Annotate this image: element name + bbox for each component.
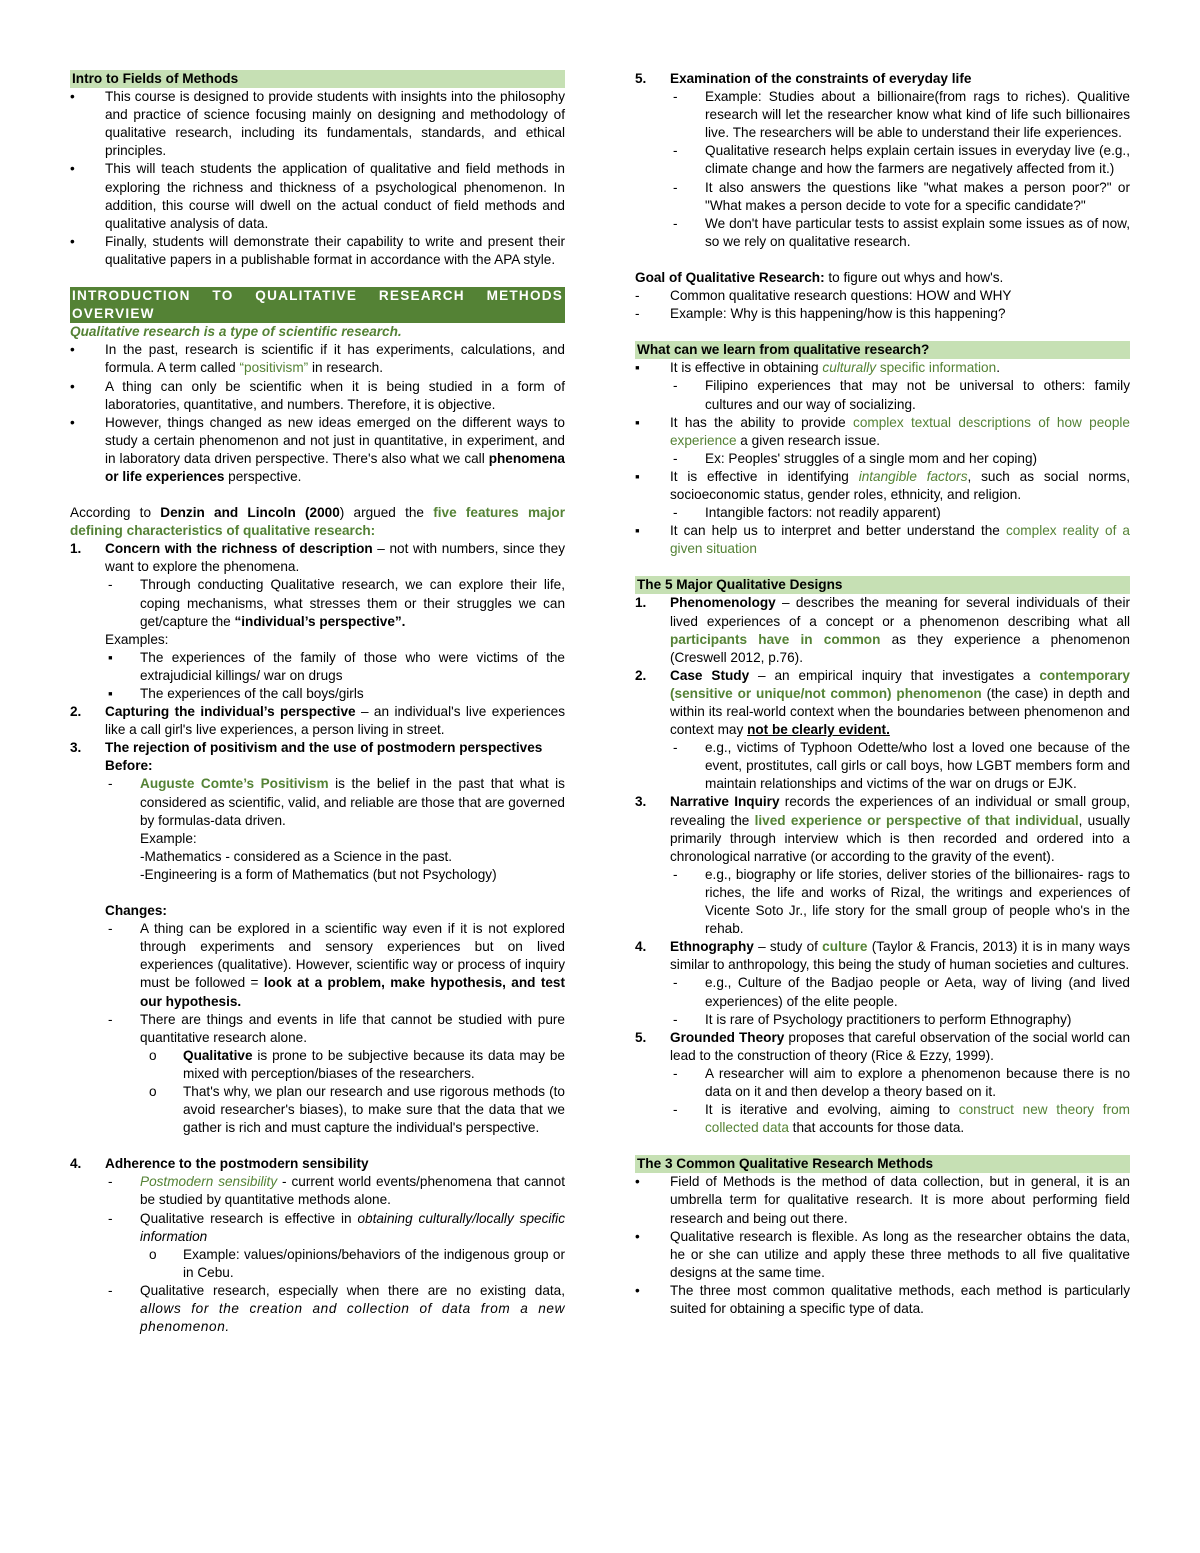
learn-bullet: ▪ It can help us to interpret and better understand the complex reality of a given situation: [635, 523, 1130, 557]
bullet-marker: •: [70, 342, 75, 358]
dash-marker: -: [108, 577, 113, 593]
goal-item: - Common qualitative research questions: HOW and WHY: [635, 287, 1130, 305]
dash-subitem: - Qualitative research, especially when there are no existing data, allows for the creation and collection of data from a new phenomenon.: [108, 1282, 565, 1335]
dash-subitem: - There are things and events in life that cannot be studied with pure quantitative research alone.: [108, 1011, 565, 1045]
dash-marker: -: [673, 179, 678, 195]
dash-subitem: - We don't have particular tests to assist explain some issues as of now, so we rely on qualitative research.: [673, 215, 1130, 249]
bullet-marker: •: [635, 1174, 640, 1190]
square-marker: ▪: [635, 360, 640, 376]
dash-marker: -: [673, 89, 678, 105]
circle-marker: o: [149, 1083, 157, 1099]
square-marker: ▪: [635, 523, 640, 539]
intro-heading: Intro to Fields of Methods: [70, 70, 565, 88]
bullet-marker: •: [635, 1228, 640, 1244]
dash-marker: -: [673, 866, 678, 882]
design-item: 1. Phenomenology – describes the meaning for several individuals of their lived experiences of a concept or a phenomenon describing what all participants have in common as they experience a phenomenon (Creswell 2012, p.76).: [635, 595, 1130, 665]
overview-bullet: • However, things changed as new ideas emerged on the different ways to study a certain phenomenon and not just in quantitative, in experiment, and in laboratory data driven perspective. There's also what we call phenomena or life experiences perspective.: [70, 414, 565, 484]
dash-marker: -: [108, 1174, 113, 1190]
methods-heading: The 3 Common Qualitative Research Methods: [635, 1155, 1130, 1173]
example-line: -Mathematics - considered as a Science in the past.: [140, 848, 453, 864]
dash-marker: -: [673, 1011, 678, 1027]
changes-label: Changes:: [105, 903, 167, 919]
overview-subtitle: Qualitative research is a type of scientific research.: [70, 324, 402, 340]
dash-marker: -: [635, 288, 640, 304]
example-line: -Engineering is a form of Mathematics (but not Psychology): [140, 866, 497, 882]
dash-marker: -: [673, 450, 678, 466]
left-column: [70, 70, 565, 1336]
bullet-marker: •: [70, 414, 75, 430]
bullet-marker: •: [635, 1282, 640, 1298]
number-marker: 4.: [635, 939, 647, 955]
dash-marker: -: [673, 740, 678, 756]
dash-subitem: - e.g., biography or life stories, deliver stories of the billionaires- rags to riches, the life and works of Rizal, the writings and experiences of Vicente Soto Jr., life story for the small group of people who's in the rehab.: [673, 866, 1130, 937]
dash-subitem: - A thing can be explored in a scientific way even if it is not explored through experiments and sensory experiences but on lived experiences (qualitative). However, scientific way or process of inquiry must be followed = look at a problem, make hypothesis, and test our hypothesis.: [108, 921, 566, 1009]
intro-bullet: • This course is designed to provide students with insights into the philosophy and practice of science focusing mainly on designing and methodology of qualitative research, including its fundamentals, standards, and ethical principles.: [70, 89, 565, 159]
feature-item: 1. Concern with the richness of description – not with numbers, since they want to explore the phenomena.: [70, 541, 565, 575]
goal-paragraph: Goal of Qualitative Research: to figure out whys and how's.: [635, 269, 1004, 285]
methods-bullet: • Field of Methods is the method of data collection, but in general, it is an umbrella term for qualitative research. It is more about performing field research and being out there.: [635, 1174, 1130, 1226]
bullet-marker: •: [70, 233, 75, 249]
learn-bullet: ▪ It is effective in obtaining culturally specific information.: [635, 359, 1130, 377]
number-marker: 4.: [70, 1156, 82, 1172]
dash-subitem: - Ex: Peoples' struggles of a single mom and her coping): [635, 450, 1130, 468]
dash-marker: -: [635, 306, 640, 322]
dash-marker: -: [673, 143, 678, 159]
denzin-paragraph: According to Denzin and Lincoln (2000) argued the five features major defining characteristics of qualitative research:: [70, 505, 565, 539]
design-item: 2. Case Study – an empirical inquiry that investigates a contemporary (sensitive or unique/not common) phenomenon (the case) in depth and within its real-world context when the boundaries between phenomenon and context may not be clearly evident.: [635, 667, 1130, 738]
examples-label: Examples:: [105, 631, 169, 647]
number-marker: 2.: [635, 667, 647, 683]
intro-bullet: • This will teach students the application of qualitative and field methods in exploring the richness and thickness of a psychological phenomenon. In addition, this course will dwell on the actual conduct of field methods and qualitative analysis of data.: [70, 161, 565, 231]
dash-marker: -: [108, 776, 113, 792]
dash-marker: -: [108, 1011, 113, 1027]
dash-subitem: - Auguste Comte’s Positivism is the belief in the past that what is considered as scientific, valid, and reliable are those that are governed by formulas-data driven.: [108, 776, 565, 828]
circle-subitem: o That's why, we plan our research and use rigorous methods (to avoid researcher's biases), to make sure that the data that we gather is rich and must capture the individual's perspective.: [149, 1083, 565, 1136]
circle-marker: o: [149, 1246, 157, 1262]
dash-subitem: - It is rare of Psychology practitioners to perform Ethnography): [635, 1011, 1130, 1029]
feature-item: 5. Examination of the constraints of everyday life: [635, 70, 1130, 88]
dash-marker: -: [673, 378, 678, 394]
dash-marker: -: [108, 1210, 113, 1226]
square-marker: ▪: [635, 468, 640, 484]
designs-heading: The 5 Major Qualitative Designs: [635, 576, 1130, 594]
dash-subitem: - Intangible factors: not readily apparent): [635, 504, 1130, 522]
square-marker: ▪: [108, 686, 113, 701]
square-marker: ▪: [635, 414, 640, 430]
example-item: ▪ The experiences of the call boys/girls: [70, 685, 565, 703]
dash-marker: -: [108, 921, 113, 937]
dash-subitem: - e.g., Culture of the Badjao people or Aeta, way of living (and lived experiences) of the elite people.: [673, 975, 1130, 1009]
dash-marker: -: [673, 1065, 678, 1081]
design-item: 4. Ethnography – study of culture (Taylor & Francis, 2013) it is in many ways similar to anthropology, this being the study of human societies and cultures.: [635, 939, 1130, 973]
feature-item: 2. Capturing the individual’s perspective – an individual's live experiences like a call girl's live experiences, a person living in street.: [70, 704, 565, 738]
dash-subitem: - e.g., victims of Typhoon Odette/who lost a loved one because of the event, prostitutes, call girls or call boys, how LGBT members form and maintain relationships and victims of the war on drugs or EJK.: [673, 740, 1130, 792]
intro-bullet: • Finally, students will demonstrate their capability to write and present their qualitative papers in a publishable format in accordance with the APA style.: [70, 233, 565, 267]
dash-marker: -: [673, 1102, 678, 1118]
dash-marker: -: [673, 505, 678, 521]
design-item: 5. Grounded Theory proposes that careful observation of the social world can lead to the construction of theory (Rice & Ezzy, 1999).: [635, 1029, 1131, 1063]
dash-subitem: - Qualitative research helps explain certain issues in everyday live (e.g., climate change and how the farmers are negatively affected from it.): [673, 143, 1130, 177]
right-column: [635, 70, 1130, 1318]
dash-subitem: - A researcher will aim to explore a phenomenon because there is no data on it and then develop a theory based on it.: [673, 1065, 1130, 1099]
learn-bullet: ▪ It is effective in identifying intangible factors, such as social norms, socioeconomic status, gender roles, ethnicity, and religion.: [635, 468, 1130, 502]
goal-item: - Example: Why is this happening/how is this happening?: [635, 305, 1130, 323]
design-item: 3. Narrative Inquiry records the experiences of an individual or small group, revealing the lived experience or perspective of that individual, usually primarily through interview which is then recorded and ordered into a chronological narrative (or according to the gravity of the event).: [635, 794, 1130, 864]
bullet-marker: •: [70, 161, 75, 177]
dash-subitem: - It is iterative and evolving, aiming to construct new theory from collected data that accounts for those data.: [673, 1102, 1130, 1136]
number-marker: 1.: [635, 595, 647, 611]
square-marker: ▪: [108, 649, 113, 665]
number-marker: 3.: [635, 794, 647, 810]
dash-marker: -: [673, 975, 678, 991]
dash-subitem: - Filipino experiences that may not be universal to others: family cultures and our way of socializing.: [673, 378, 1130, 412]
dash-marker: -: [673, 215, 678, 231]
number-marker: 5.: [635, 71, 647, 86]
dash-subitem: - Postmodern sensibility - current world events/phenomena that cannot be studied by quantitative methods alone.: [108, 1174, 565, 1208]
methods-bullet: • Qualitative research is flexible. As long as the researcher obtains the data, he or she can utilize and apply these three methods to all five qualitative designs at the same time.: [635, 1228, 1130, 1280]
methods-bullet: • The three most common qualitative methods, each method is particularly suited for obtaining a specific type of data.: [635, 1282, 1130, 1316]
dash-marker: -: [108, 1282, 113, 1298]
learn-heading: What can we learn from qualitative research?: [635, 341, 1130, 359]
feature-item: 3. The rejection of positivism and the use of postmodern perspectives: [70, 739, 565, 757]
bullet-marker: •: [70, 89, 75, 105]
overview-bullet: • A thing can only be scientific when it is being studied in a form of laboratories, quantitative, and numbers. Therefore, it is objective.: [70, 378, 565, 412]
overview-heading: INTRODUCTION TO QUALITATIVE RESEARCH METHODS OVERVIEW: [70, 287, 565, 323]
dash-subitem: - Example: Studies about a billionaire(from rags to riches). Qualitive research will let the researcher know what kind of life such billionaires live. The researchers will be able to understand their life experiences.: [673, 89, 1130, 141]
number-marker: 1.: [70, 541, 82, 557]
before-label: Before:: [105, 758, 153, 774]
dash-subitem: - Through conducting Qualitative research, we can explore their life, coping mechanisms, what stresses them or their struggles we can get/capture the “individual’s perspective”.: [108, 577, 565, 629]
circle-subitem: o Example: values/opinions/behaviors of the indigenous group or in Cebu.: [149, 1246, 565, 1280]
circle-marker: o: [149, 1047, 157, 1063]
number-marker: 3.: [70, 740, 82, 756]
overview-bullet: • In the past, research is scientific if it has experiments, calculations, and formula. A term called “positivism” in research.: [70, 342, 565, 376]
feature-item: 4. Adherence to the postmodern sensibility: [70, 1155, 565, 1173]
learn-bullet: ▪ It has the ability to provide complex textual descriptions of how people experience a given research issue.: [635, 414, 1130, 448]
example-item: ▪ The experiences of the family of those who were victims of the extrajudicial killings/ war on drugs: [108, 649, 565, 683]
number-marker: 2.: [70, 704, 82, 720]
dash-subitem: - Qualitative research is effective in obtaining culturally/locally specific information: [108, 1210, 565, 1244]
example-label: Example:: [140, 830, 197, 846]
circle-subitem: o Qualitative is prone to be subjective because its data may be mixed with perception/biases of the researchers.: [149, 1047, 565, 1081]
bullet-marker: •: [70, 378, 75, 394]
dash-subitem: - It also answers the questions like "what makes a person poor?" or "What makes a person decide to vote for a specific candidate?": [673, 179, 1130, 213]
number-marker: 5.: [635, 1029, 647, 1045]
